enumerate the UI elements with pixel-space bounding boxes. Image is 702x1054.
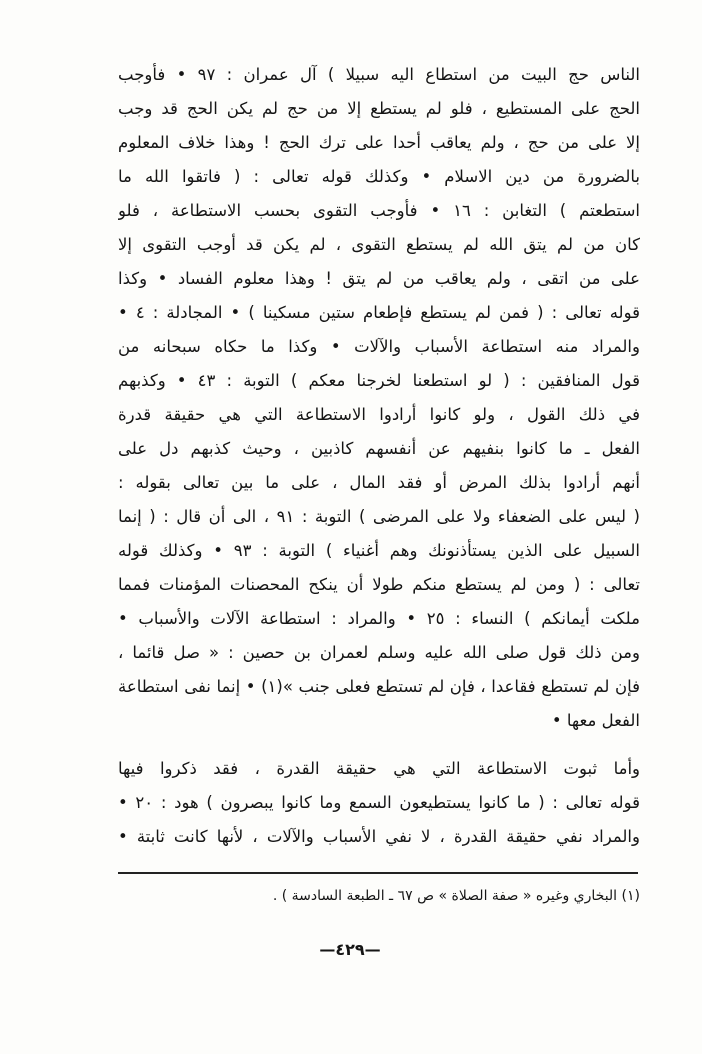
- text-line: فإن لم تستطع فقاعدا ، فإن لم تستطع فعلى جنب »(١) • إنما نفى استطاعة: [118, 677, 640, 696]
- text-line: الناس حج البيت من استطاع اليه سبيلا ) آل عمران : ٩٧ • فأوجب: [118, 65, 640, 84]
- text-line: على من اتقى ، ولم يعاقب من لم يتق ! وهذا معلوم الفساد • وكذا: [118, 269, 640, 288]
- text-line: أنهم أرادوا بذلك المرض أو فقد المال ، على ما بين تعالى بقوله :: [118, 473, 640, 492]
- text-line: الفعل ـ ما كانوا بنفيهم عن أنفسهم كاذبين ، وحيث كذبهم دل على: [118, 439, 640, 458]
- text-line: بالضرورة من دين الاسلام • وكذلك قوله تعالى : ( فاتقوا الله ما: [118, 167, 640, 186]
- text-line: الحج على المستطيع ، فلو لم يستطع إلا من حج لم يكن الحج قد وجب: [118, 99, 640, 118]
- text-line: والمراد نفي حقيقة القدرة ، لا نفي الأسباب والآلات ، لأنها كانت ثابتة •: [118, 827, 640, 846]
- text-line: ملكت أيمانكم ) النساء : ٢٥ • والمراد : استطاعة الآلات والأسباب •: [118, 609, 640, 628]
- text-line: السبيل على الذين يستأذنونك وهم أغنياء ) التوبة : ٩٣ • وكذلك قوله: [118, 541, 640, 560]
- text-line: والمراد منه استطاعة الأسباب والآلات • وكذا ما حكاه سبحانه من: [118, 337, 640, 356]
- text-line: في ذلك القول ، ولو كانوا أرادوا الاستطاعة التي هي حقيقة قدرة: [118, 405, 640, 424]
- text-line: قول المنافقين : ( لو استطعنا لخرجنا معكم ) التوبة : ٤٣ • وكذبهم: [118, 371, 640, 390]
- footnote: (١) البخاري وغيره « صفة الصلاة » ص ٦٧ ـ الطبعة السادسة ) .: [272, 888, 640, 904]
- text-line: قوله تعالى : ( فمن لم يستطع فإطعام ستين مسكينا ) • المجادلة : ٤ •: [118, 303, 640, 322]
- paragraph-second: [118, 752, 640, 854]
- footnote-divider: [118, 872, 638, 874]
- text-line: تعالى : ( ومن لم يستطع منكم طولا أن ينكح المحصنات المؤمنات فمما: [118, 575, 640, 594]
- text-line: استطعتم ) التغابن : ١٦ • فأوجب التقوى بحسب الاستطاعة ، فلو: [118, 201, 640, 220]
- paragraph-main: [118, 58, 640, 738]
- text-line: ومن ذلك قول صلى الله عليه وسلم لعمران بن حصين : « صل قائما ،: [118, 643, 640, 662]
- text-line: إلا على من حج ، ولم يعاقب أحدا على ترك الحج ! وهذا خلاف المعلوم: [118, 133, 640, 152]
- text-line: كان من لم يتق الله لم يستطع التقوى ، لم يكن قد أوجب التقوى إلا: [118, 235, 640, 254]
- page-number: —٤٢٩—: [319, 940, 381, 959]
- text-line: وأما ثبوت الاستطاعة التي هي حقيقة القدرة ، فقد ذكروا فيها: [118, 759, 640, 778]
- text-line: الفعل معها •: [551, 711, 640, 730]
- text-line: قوله تعالى : ( ما كانوا يستطيعون السمع وما كانوا يبصرون ) هود : ٢٠ •: [118, 793, 640, 812]
- text-line: ( ليس على الضعفاء ولا على المرضى ) التوبة : ٩١ ، الى أن قال : ( إنما: [118, 507, 640, 526]
